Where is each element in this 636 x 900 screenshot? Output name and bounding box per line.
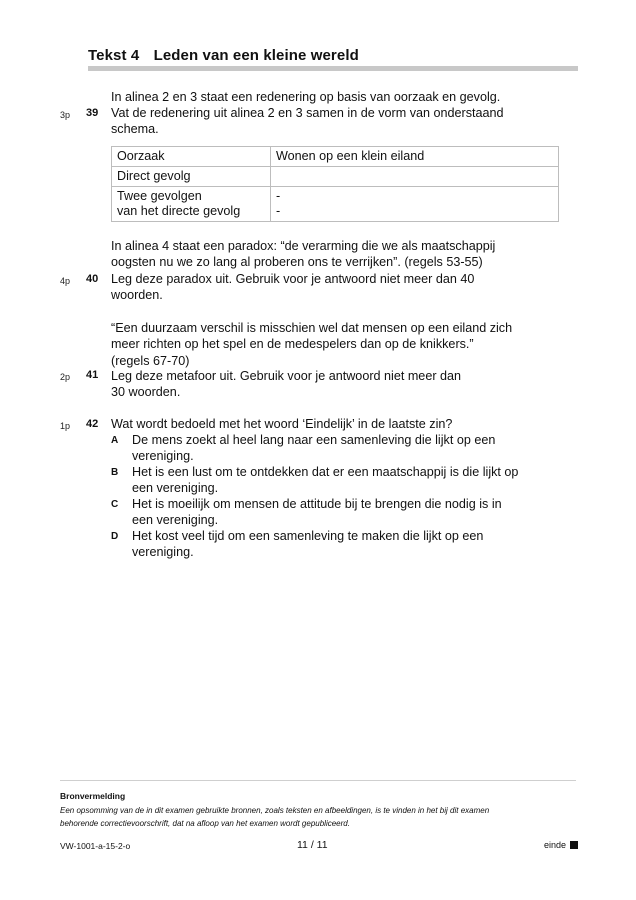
q40-text xyxy=(111,271,566,304)
table-row xyxy=(112,167,559,187)
q41-number: 41 xyxy=(86,369,99,381)
row1-label: Oorzaak xyxy=(112,147,271,167)
q40-line: woorden. xyxy=(111,288,163,303)
row1-value: Wonen op een klein eiland xyxy=(271,147,559,167)
intro-40-line: oogsten nu we zo lang al proberen ons te verrijken”. (regels 53-55) xyxy=(111,255,483,270)
row3-label-line1: Twee gevolgen xyxy=(117,189,202,203)
row3-value[interactable] xyxy=(271,187,559,222)
option-letter: A xyxy=(111,435,119,446)
row3-label xyxy=(112,187,271,222)
option-line: Het kost veel tijd om een samenleving te maken die lijkt op een xyxy=(132,529,484,543)
row3-dash: - xyxy=(276,204,281,218)
intro-40-line: In alinea 4 staat een paradox: “de verarming die we als maatschappij xyxy=(111,239,496,253)
end-square-icon xyxy=(570,841,578,849)
option-line: een vereniging. xyxy=(132,481,219,496)
q39-line: schema. xyxy=(111,122,159,137)
intro-39 xyxy=(111,89,566,105)
footer-text xyxy=(60,804,576,830)
q42-points: 1p xyxy=(60,421,71,431)
row2-value[interactable] xyxy=(271,167,559,187)
exam-code: VW-1001-a-15-2-o xyxy=(60,841,131,851)
option-line: Het is een lust om te ontdekken dat er een maatschappij is die lijkt op xyxy=(132,465,519,479)
intro-41-line: “Een duurzaam verschil is misschien wel dat mensen op een eiland zich xyxy=(111,321,513,335)
option-line: vereniging. xyxy=(132,449,194,464)
table-row xyxy=(112,187,559,222)
option-letter: D xyxy=(111,531,119,542)
q39-scheme-table xyxy=(111,146,559,222)
row3-dash: - xyxy=(276,189,281,203)
footer-text-line: behorende correctievoorschrift, dat na afloop van het examen wordt gepubliceerd. xyxy=(60,819,350,828)
option-line: De mens zoekt al heel lang naar een samenleving die lijkt op een xyxy=(132,433,496,447)
footer-heading: Bronvermelding xyxy=(60,791,126,801)
q40-points: 4p xyxy=(60,276,71,286)
intro-41 xyxy=(111,320,566,369)
option-letter: C xyxy=(111,499,119,510)
q40-line: Leg deze paradox uit. Gebruik voor je antwoord niet meer dan 40 xyxy=(111,272,475,286)
option-line: Het is moeilijk om mensen de attitude bij te brengen die nodig is in xyxy=(132,497,502,511)
q41-text xyxy=(111,368,566,401)
intro-41-line: (regels 67-70) xyxy=(111,353,190,368)
q42-text xyxy=(111,416,566,432)
q41-line: 30 woorden. xyxy=(111,385,181,400)
q39-line: Vat de redenering uit alinea 2 en 3 samen in de vorm van onderstaand xyxy=(111,106,504,120)
text-number: Tekst 4 xyxy=(88,47,140,64)
end-marker xyxy=(544,840,578,850)
option-line: vereniging. xyxy=(132,545,194,560)
text-title-label: Leden van een kleine wereld xyxy=(153,47,359,64)
row3-label-line2: van het directe gevolg xyxy=(117,204,241,218)
end-label: einde xyxy=(544,840,567,850)
footer-divider xyxy=(60,780,576,781)
intro-40 xyxy=(111,238,566,271)
q39-number: 39 xyxy=(86,107,99,119)
intro-39-line: In alinea 2 en 3 staat een redenering op basis van oorzaak en gevolg. xyxy=(111,90,501,104)
option-letter: B xyxy=(111,467,119,478)
q41-line: Leg deze metafoor uit. Gebruik voor je antwoord niet meer dan xyxy=(111,369,462,383)
footer-text-line: Een opsomming van de in dit examen gebruikte bronnen, zoals teksten en afbeeldingen, is te vinden in het bij dit examen xyxy=(60,806,490,815)
q42-number: 42 xyxy=(86,418,99,430)
q39-text xyxy=(111,105,566,138)
option-line: een vereniging. xyxy=(132,513,219,528)
q39-points: 3p xyxy=(60,110,71,120)
table-row xyxy=(112,147,559,167)
q41-points: 2p xyxy=(60,372,71,382)
q42-question: Wat wordt bedoeld met het woord ‘Eindelijk’ in de laatste zin? xyxy=(111,417,453,431)
text-title xyxy=(88,47,359,64)
page-number: 11 / 11 xyxy=(297,839,328,851)
row2-label: Direct gevolg xyxy=(112,167,271,187)
intro-41-line: meer richten op het spel en de medespelers dan op de knikkers.” xyxy=(111,337,474,352)
q40-number: 40 xyxy=(86,273,99,285)
title-divider xyxy=(88,66,578,71)
